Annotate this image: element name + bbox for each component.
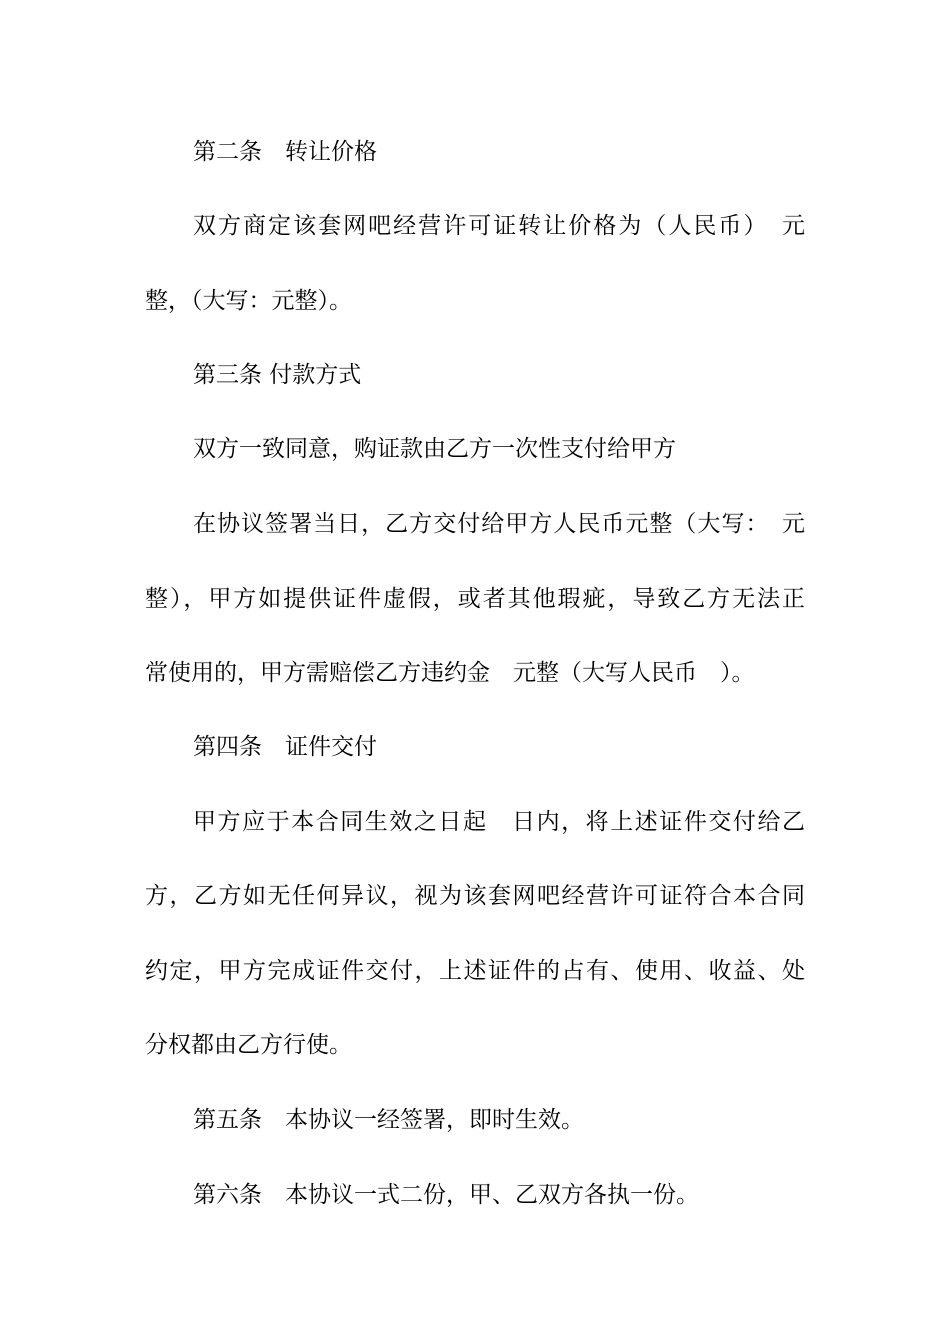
article-2-paragraph-line-1: 双方商定该套网吧经营许可证转让价格为（人民币） 元 [193,213,805,239]
article-6: 第六条 本协议一式二份，甲、乙双方各执一份。 [193,1182,699,1208]
article-3-paragraph-2-line-1: 在协议签署当日，乙方交付给甲方人民币元整（大写： 元 [193,511,805,537]
article-5: 第五条 本协议一经签署，即时生效。 [193,1107,584,1133]
article-4-paragraph-line-2: 方，乙方如无任何异议，视为该套网吧经营许可证符合本合同 [145,883,805,909]
article-3-heading: 第三条 付款方式 [193,362,362,388]
article-3-paragraph-2-line-3: 常使用的，甲方需赔偿乙方违约金 元整（大写人民币 ）。 [145,660,755,686]
article-2-heading: 第二条 转让价格 [193,139,377,165]
article-4-heading: 第四条 证件交付 [193,734,377,760]
article-4-paragraph-line-4: 分权都由乙方行使。 [145,1032,352,1058]
article-3-paragraph-1: 双方一致同意，购证款由乙方一次性支付给甲方 [193,436,676,462]
article-4-paragraph-line-3: 约定，甲方完成证件交付，上述证件的占有、使用、收益、处 [145,958,805,984]
article-4-paragraph-line-1: 甲方应于本合同生效之日起 日内，将上述证件交付给乙 [193,809,805,835]
article-3-paragraph-2-line-2: 整），甲方如提供证件虚假，或者其他瑕疵，导致乙方无法正 [145,586,805,612]
article-2-paragraph-line-2: 整，（大写：元整）。 [145,288,352,314]
